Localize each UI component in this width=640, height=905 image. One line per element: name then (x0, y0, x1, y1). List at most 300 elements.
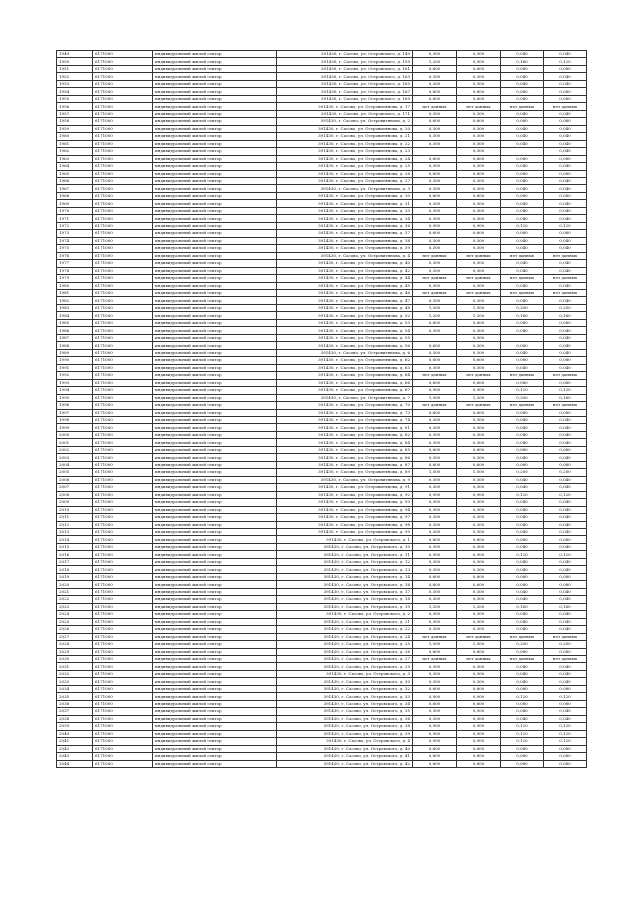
sector-cell: индивидуальный жилой сектор (153, 461, 277, 468)
value-1-cell: нет данных (413, 103, 457, 110)
table-row (57, 588, 587, 595)
address-cell: 391430, г. Сасово, ул. Островитянова, д. 22 (277, 140, 413, 147)
value-1-cell: 0,600 (413, 685, 457, 692)
value-2-cell: 0,300 (457, 364, 501, 371)
value-1-cell: 0,900 (413, 387, 457, 394)
row-number-cell: 2012 (57, 521, 93, 528)
value-4-cell: 0,040 (544, 110, 587, 117)
value-1-cell: 0,300 (413, 260, 457, 267)
value-3-cell: нет данных (501, 290, 544, 297)
sector-cell: индивидуальный жилой сектор (153, 88, 277, 95)
code-cell: 6171000 (93, 626, 153, 633)
value-4-cell: 0,040 (544, 476, 587, 483)
value-3-cell: 0,040 (501, 215, 544, 222)
row-number-cell: 1988 (57, 342, 93, 349)
sector-cell: индивидуальный жилой сектор (153, 170, 277, 177)
sector-cell: индивидуальный жилой сектор (153, 327, 277, 334)
value-3-cell: 0,080 (501, 357, 544, 364)
table-row (57, 723, 587, 730)
sector-cell: индивидуальный жилой сектор (153, 446, 277, 453)
value-4-cell: 0,160 (544, 394, 587, 401)
code-cell: 6171000 (93, 685, 153, 692)
table-row (57, 80, 587, 87)
value-1-cell: 1,500 (413, 469, 457, 476)
value-1-cell: 0,300 (413, 529, 457, 536)
value-1-cell: 0,300 (413, 439, 457, 446)
value-4-cell: 0,080 (544, 65, 587, 72)
value-4-cell: 0,200 (544, 304, 587, 311)
sector-cell: индивидуальный жилой сектор (153, 618, 277, 625)
address-cell: 391430, г. Сасово, ул. Островитянова, д. 98 (277, 521, 413, 528)
value-1-cell: 0,300 (413, 670, 457, 677)
row-number-cell: 2009 (57, 499, 93, 506)
value-2-cell: 0,900 (457, 738, 501, 745)
code-cell: 6171000 (93, 484, 153, 491)
table-row (57, 753, 587, 760)
code-cell: 6171000 (93, 596, 153, 603)
sector-cell: индивидуальный жилой сектор (153, 163, 277, 170)
row-number-cell: 1975 (57, 245, 93, 252)
code-cell: 6171000 (93, 618, 153, 625)
address-cell: 391430, г. Сасово, ул. Островитянова, д. 92 (277, 491, 413, 498)
address-cell: 391430, г. Сасово, ул. Островитянова, д. 7 (277, 394, 413, 401)
code-cell: 6171000 (93, 192, 153, 199)
value-1-cell: 0,600 (413, 648, 457, 655)
row-number-cell: 2044 (57, 760, 93, 767)
sector-cell: индивидуальный жилой сектор (153, 514, 277, 521)
value-4-cell: 0,040 (544, 566, 587, 573)
value-1-cell: 0,300 (413, 424, 457, 431)
address-cell: 391430, г. Сасово, ул. Островитянова, д. 36 (277, 222, 413, 229)
table-row (57, 663, 587, 670)
value-2-cell: 1,500 (457, 641, 501, 648)
address-cell: 391430, г. Сасово, ул. Островского, д. 34 (277, 700, 413, 707)
table-row (57, 402, 587, 409)
row-number-cell: 1958 (57, 118, 93, 125)
value-2-cell: 0,300 (457, 678, 501, 685)
code-cell: 6171000 (93, 170, 153, 177)
value-3-cell: 0,040 (501, 618, 544, 625)
address-cell: 391430, г. Сасово, ул. Островитянова, д. 47 (277, 297, 413, 304)
address-cell: 391430, г. Сасово, ул. Островитянова, д. 52 (277, 312, 413, 319)
address-cell: 391430, г. Сасово, ул. Островитянова, д. 23 (277, 148, 413, 155)
table-row (57, 73, 587, 80)
row-number-cell: 1984 (57, 312, 93, 319)
value-4-cell: 0,160 (544, 603, 587, 610)
value-2-cell: 0,300 (457, 163, 501, 170)
value-4-cell: 0,080 (544, 118, 587, 125)
value-4-cell: 0,080 (544, 760, 587, 767)
sector-cell: индивидуальный жилой сектор (153, 521, 277, 528)
value-2-cell: 0,300 (457, 596, 501, 603)
sector-cell: индивидуальный жилой сектор (153, 424, 277, 431)
value-2-cell: 1,200 (457, 394, 501, 401)
address-cell: 391430, г. Сасово, ул. Островитянова, д. 44 (277, 275, 413, 282)
code-cell: 6171000 (93, 536, 153, 543)
address-cell: 391430, г. Сасово, ул. Островитянова, д. 64 (277, 372, 413, 379)
value-3-cell: 0,120 (501, 491, 544, 498)
address-cell: 391430, г. Сасово, ул. Островитянова, д. 26 (277, 170, 413, 177)
value-3-cell: 0,200 (501, 394, 544, 401)
code-cell: 6171000 (93, 514, 153, 521)
value-1-cell: 0,300 (413, 626, 457, 633)
value-4-cell: 0,120 (544, 58, 587, 65)
code-cell: 6171000 (93, 708, 153, 715)
table-row (57, 439, 587, 446)
table-row (57, 177, 587, 184)
code-cell: 6171000 (93, 222, 153, 229)
address-cell: 391430, г. Сасово, ул. Островского, д. 10 (277, 543, 413, 550)
value-3-cell: нет данных (501, 402, 544, 409)
value-3-cell: 0,080 (501, 753, 544, 760)
value-4-cell: 0,040 (544, 558, 587, 565)
table-row (57, 730, 587, 737)
value-3-cell: 0,040 (501, 484, 544, 491)
code-cell: 6171000 (93, 334, 153, 341)
table-row (57, 290, 587, 297)
address-cell: 391430, г. Сасово, ул. Островского, д. 169 (277, 95, 413, 102)
value-1-cell: 0,600 (413, 95, 457, 102)
value-2-cell: 0,300 (457, 110, 501, 117)
sector-cell: индивидуальный жилой сектор (153, 753, 277, 760)
value-3-cell: 0,120 (501, 730, 544, 737)
code-cell: 6171000 (93, 80, 153, 87)
code-cell: 6171000 (93, 476, 153, 483)
value-1-cell: 0,300 (413, 80, 457, 87)
value-3-cell: нет данных (501, 633, 544, 640)
row-number-cell: 2017 (57, 558, 93, 565)
value-1-cell: 1,200 (413, 603, 457, 610)
value-2-cell: 0,600 (457, 685, 501, 692)
sector-cell: индивидуальный жилой сектор (153, 738, 277, 745)
value-2-cell: 0,600 (457, 753, 501, 760)
table-row (57, 633, 587, 640)
value-3-cell: 0,040 (501, 364, 544, 371)
value-1-cell: 0,600 (413, 409, 457, 416)
code-cell: 6171000 (93, 566, 153, 573)
value-3-cell: 0,040 (501, 424, 544, 431)
value-1-cell: 0,300 (413, 364, 457, 371)
value-1-cell: 0,900 (413, 491, 457, 498)
table-row (57, 319, 587, 326)
value-2-cell: 0,600 (457, 536, 501, 543)
value-2-cell: 0,300 (457, 416, 501, 423)
row-number-cell: 1956 (57, 103, 93, 110)
sector-cell: индивидуальный жилой сектор (153, 245, 277, 252)
value-2-cell: 0,600 (457, 409, 501, 416)
value-4-cell: 0,040 (544, 596, 587, 603)
table-row (57, 529, 587, 536)
sector-cell: индивидуальный жилой сектор (153, 588, 277, 595)
value-1-cell: нет данных (413, 402, 457, 409)
address-cell: 391430, г. Сасово, ул. Островитянова, д. 9 (277, 476, 413, 483)
value-1-cell: 0,300 (413, 484, 457, 491)
row-number-cell: 2021 (57, 588, 93, 595)
table-row (57, 304, 587, 311)
sector-cell: индивидуальный жилой сектор (153, 140, 277, 147)
sector-cell: индивидуальный жилой сектор (153, 715, 277, 722)
address-cell: 391430, г. Сасово, ул. Островского, д. 26 (277, 648, 413, 655)
table-row (57, 155, 587, 162)
value-4-cell: 0,040 (544, 51, 587, 58)
value-1-cell: 0,300 (413, 663, 457, 670)
row-number-cell: 2038 (57, 715, 93, 722)
value-3-cell: 0,040 (501, 297, 544, 304)
value-4-cell: 0,080 (544, 379, 587, 386)
code-cell: 6171000 (93, 745, 153, 752)
value-2-cell: нет данных (457, 633, 501, 640)
address-cell: 391430, г. Сасово, ул. Островитянова, д. 67 (277, 387, 413, 394)
value-4-cell: 0,200 (544, 641, 587, 648)
table-row (57, 476, 587, 483)
value-2-cell: 0,900 (457, 693, 501, 700)
table-row (57, 566, 587, 573)
address-cell: 391430, г. Сасово, ул. Островитянова, д. 73 (277, 409, 413, 416)
address-cell: 391430, г. Сасово, ул. Островитянова, д. 85 (277, 446, 413, 453)
table-row (57, 200, 587, 207)
table-row (57, 431, 587, 438)
code-cell: 6171000 (93, 155, 153, 162)
row-number-cell: 2026 (57, 626, 93, 633)
sector-cell: индивидуальный жилой сектор (153, 611, 277, 618)
row-number-cell: 2015 (57, 543, 93, 550)
code-cell: 6171000 (93, 738, 153, 745)
table-row (57, 215, 587, 222)
table-row (57, 372, 587, 379)
value-4-cell: 0,040 (544, 484, 587, 491)
value-2-cell: 0,900 (457, 723, 501, 730)
table-row (57, 230, 587, 237)
code-cell: 6171000 (93, 110, 153, 117)
value-2-cell: 0,600 (457, 573, 501, 580)
value-4-cell: 0,040 (544, 670, 587, 677)
address-cell: 391430, г. Сасово, ул. Островского, д. 30 (277, 678, 413, 685)
value-3-cell: 0,080 (501, 648, 544, 655)
value-4-cell: 0,040 (544, 163, 587, 170)
value-3-cell: 0,040 (501, 73, 544, 80)
table-row (57, 543, 587, 550)
sector-cell: индивидуальный жилой сектор (153, 297, 277, 304)
value-1-cell: 0,900 (413, 738, 457, 745)
value-4-cell: 0,040 (544, 342, 587, 349)
value-4-cell: 0,040 (544, 543, 587, 550)
value-1-cell: 1,500 (413, 394, 457, 401)
value-3-cell: 0,200 (501, 304, 544, 311)
sector-cell: индивидуальный жилой сектор (153, 529, 277, 536)
row-number-cell: 1951 (57, 65, 93, 72)
value-4-cell: 0,040 (544, 514, 587, 521)
value-3-cell: 0,080 (501, 461, 544, 468)
value-2-cell: 0,300 (457, 521, 501, 528)
sector-cell: индивидуальный жилой сектор (153, 603, 277, 610)
sector-cell: индивидуальный жилой сектор (153, 319, 277, 326)
value-3-cell: 0,160 (501, 312, 544, 319)
value-1-cell: 0,300 (413, 200, 457, 207)
sector-cell: индивидуальный жилой сектор (153, 334, 277, 341)
value-3-cell: 0,120 (501, 222, 544, 229)
code-cell: 6171000 (93, 663, 153, 670)
value-1-cell: 0,600 (413, 573, 457, 580)
value-2-cell: 1,500 (457, 469, 501, 476)
value-1-cell: 0,600 (413, 342, 457, 349)
value-4-cell: 0,080 (544, 409, 587, 416)
value-3-cell: 0,080 (501, 230, 544, 237)
value-1-cell: 0,300 (413, 51, 457, 58)
table-row (57, 670, 587, 677)
row-number-cell: 2016 (57, 551, 93, 558)
row-number-cell: 1961 (57, 140, 93, 147)
value-2-cell: 0,300 (457, 715, 501, 722)
code-cell: 6171000 (93, 297, 153, 304)
value-2-cell: 0,300 (457, 439, 501, 446)
value-3-cell: 0,080 (501, 745, 544, 752)
code-cell: 6171000 (93, 215, 153, 222)
value-2-cell: 0,300 (457, 611, 501, 618)
code-cell: 6171000 (93, 319, 153, 326)
table-row (57, 760, 587, 767)
table-row (57, 349, 587, 356)
value-2-cell: 0,300 (457, 558, 501, 565)
row-number-cell: 2020 (57, 581, 93, 588)
value-3-cell: нет данных (501, 103, 544, 110)
value-2-cell: 0,600 (457, 319, 501, 326)
value-2-cell: 1,200 (457, 312, 501, 319)
row-number-cell: 2007 (57, 484, 93, 491)
value-1-cell: 1,500 (413, 641, 457, 648)
row-number-cell: 2008 (57, 491, 93, 498)
value-3-cell: 0,120 (501, 738, 544, 745)
value-2-cell: 0,600 (457, 461, 501, 468)
value-2-cell: 0,300 (457, 424, 501, 431)
value-1-cell: 0,300 (413, 558, 457, 565)
address-cell: 391430, г. Сасово, ул. Островского, д. 4 (277, 738, 413, 745)
value-1-cell: 0,300 (413, 110, 457, 117)
value-3-cell: 0,040 (501, 626, 544, 633)
value-2-cell: 0,300 (457, 506, 501, 513)
address-cell: 391430, г. Сасово, ул. Островского, д. 171 (277, 110, 413, 117)
sector-cell: индивидуальный жилой сектор (153, 402, 277, 409)
value-2-cell: 0,600 (457, 446, 501, 453)
row-number-cell: 1993 (57, 379, 93, 386)
code-cell: 6171000 (93, 88, 153, 95)
address-cell: 391430, г. Сасово, ул. Островского, д. 42 (277, 760, 413, 767)
value-1-cell: 0,900 (413, 723, 457, 730)
value-2-cell: нет данных (457, 290, 501, 297)
code-cell: 6171000 (93, 364, 153, 371)
code-cell: 6171000 (93, 200, 153, 207)
row-number-cell: 1990 (57, 357, 93, 364)
sector-cell: индивидуальный жилой сектор (153, 416, 277, 423)
value-1-cell: 0,900 (413, 730, 457, 737)
row-number-cell: 2022 (57, 596, 93, 603)
value-1-cell: 0,300 (413, 125, 457, 132)
row-number-cell: 1994 (57, 387, 93, 394)
address-cell: 391430, г. Сасово, ул. Островитянова, д. 99 (277, 529, 413, 536)
sector-cell: индивидуальный жилой сектор (153, 80, 277, 87)
value-4-cell: 0,040 (544, 200, 587, 207)
value-3-cell: 0,040 (501, 439, 544, 446)
code-cell: 6171000 (93, 588, 153, 595)
table-row (57, 170, 587, 177)
table-row (57, 641, 587, 648)
value-4-cell: 0,040 (544, 215, 587, 222)
table-row (57, 738, 587, 745)
address-cell: 391430, г. Сасово, ул. Островского, д. 24 (277, 633, 413, 640)
row-number-cell: 1968 (57, 192, 93, 199)
value-3-cell: 0,040 (501, 260, 544, 267)
value-3-cell: 0,040 (501, 611, 544, 618)
value-4-cell: 0,160 (544, 312, 587, 319)
address-cell: 391430, г. Сасово, ул. Островского, д. 21 (277, 618, 413, 625)
consumption-table (56, 50, 587, 768)
value-2-cell: 0,300 (457, 588, 501, 595)
value-2-cell: 0,300 (457, 342, 501, 349)
row-number-cell: 1981 (57, 290, 93, 297)
sector-cell: индивидуальный жилой сектор (153, 222, 277, 229)
row-number-cell: 2041 (57, 738, 93, 745)
value-2-cell: нет данных (457, 655, 501, 662)
code-cell: 6171000 (93, 312, 153, 319)
sector-cell: индивидуальный жилой сектор (153, 730, 277, 737)
value-4-cell: 0,040 (544, 626, 587, 633)
code-cell: 6171000 (93, 416, 153, 423)
code-cell: 6171000 (93, 357, 153, 364)
value-1-cell: 1,200 (413, 58, 457, 65)
sector-cell: индивидуальный жилой сектор (153, 290, 277, 297)
value-2-cell: 0,600 (457, 700, 501, 707)
sector-cell: индивидуальный жилой сектор (153, 282, 277, 289)
code-cell: 6171000 (93, 431, 153, 438)
value-4-cell: 0,040 (544, 416, 587, 423)
address-cell: 391430, г. Сасово, ул. Островитянова, д. 81 (277, 424, 413, 431)
value-2-cell: 0,600 (457, 760, 501, 767)
table-row (57, 484, 587, 491)
code-cell: 6171000 (93, 185, 153, 192)
value-2-cell: 0,300 (457, 514, 501, 521)
table-row (57, 140, 587, 147)
sector-cell: индивидуальный жилой сектор (153, 543, 277, 550)
table-row (57, 357, 587, 364)
code-cell: 6171000 (93, 118, 153, 125)
value-3-cell: 0,040 (501, 177, 544, 184)
sector-cell: индивидуальный жилой сектор (153, 566, 277, 573)
value-1-cell: 0,300 (413, 543, 457, 550)
sector-cell: индивидуальный жилой сектор (153, 148, 277, 155)
table-row (57, 125, 587, 132)
value-3-cell: 0,040 (501, 543, 544, 550)
code-cell: 6171000 (93, 73, 153, 80)
sector-cell: индивидуальный жилой сектор (153, 342, 277, 349)
table-row (57, 267, 587, 274)
value-4-cell: 0,040 (544, 297, 587, 304)
value-4-cell: 0,040 (544, 506, 587, 513)
value-3-cell: 0,080 (501, 379, 544, 386)
address-cell: 391430, г. Сасово, ул. Островитянова, д. 63 (277, 364, 413, 371)
value-1-cell: 0,300 (413, 454, 457, 461)
value-3-cell (501, 334, 544, 341)
value-3-cell: 0,040 (501, 110, 544, 117)
value-4-cell: 0,040 (544, 207, 587, 214)
address-cell: 391430, г. Сасово, ул. Островитянова, д. 4 (277, 252, 413, 259)
value-2-cell: 0,300 (457, 663, 501, 670)
value-2-cell: 0,900 (457, 222, 501, 229)
value-1-cell: 0,300 (413, 431, 457, 438)
value-1-cell: 0,300 (413, 566, 457, 573)
value-1-cell: нет данных (413, 252, 457, 259)
sector-cell: индивидуальный жилой сектор (153, 349, 277, 356)
code-cell: 6171000 (93, 163, 153, 170)
value-4-cell: 0,040 (544, 708, 587, 715)
